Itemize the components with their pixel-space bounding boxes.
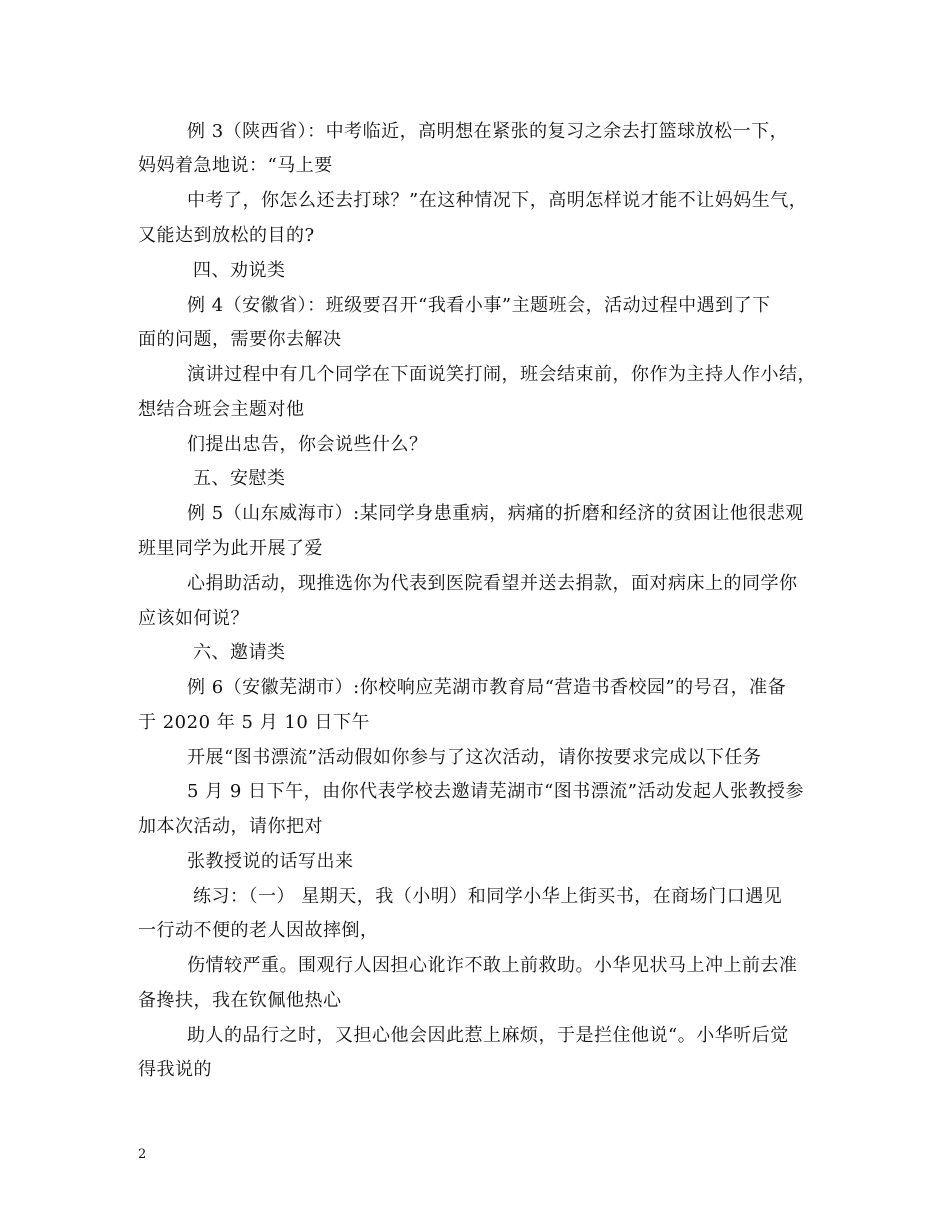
text-line: 班里同学为此开展了爱 [138,538,323,559]
text-line: 演讲过程中有几个同学在下面说笑打闹，班会结束前，你作为主持人作小结， [187,364,816,385]
text-line: 又能达到放松的目的? [138,225,315,246]
text-line: 心捐助活动，现推选你为代表到医院看望并送去捐款，面对病床上的同学你 [187,573,798,594]
text-line: 例 6（安徽芜湖市）:你校响应芜湖市教育局“营造书香校园”的号召，准备 [187,677,787,698]
text-line: 助人的品行之时，又担心他会因此惹上麻烦，于是拦住他说“。小华听后觉 [187,1025,789,1046]
text-line: 于 2020 年 5 月 10 日下午 [138,712,370,733]
text-line: 一行动不便的老人因故摔倒， [138,920,379,941]
text-line: 中考了，你怎么还去打球？”在这种情况下，高明怎样说才能不让妈妈生气， [187,190,808,211]
text-line: 得我说的 [138,1059,212,1080]
text-line: 5 月 9 日下午，由你代表学校去邀请芜湖市“图书漂流”活动发起人张教授参 [187,781,804,802]
text-line: 们提出忠告，你会说些什么？ [187,434,428,455]
page-number: 2 [138,1147,147,1162]
text-line: 伤情较严重。围观行人因担心讹诈不敢上前救助。小华见状马上冲上前去准 [187,955,798,976]
section-heading: 五、安慰类 [193,468,286,489]
text-line: 例 4（安徽省）：班级要召开“我看小事”主题班会，活动过程中遇到了下 [187,295,771,316]
section-heading: 六、邀请类 [193,642,286,663]
text-line: 妈妈着急地说：“马上要 [138,155,333,176]
text-line: 面的问题，需要你去解决 [138,329,342,350]
section-heading: 四、劝说类 [193,260,286,281]
text-line: 例 3（陕西省）：中考临近，高明想在紧张的复习之余去打篮球放松一下， [187,121,789,142]
text-line: 张教授说的话写出来 [187,851,354,872]
text-line: 练习：（一） 星期天，我（小明）和同学小华上街买书，在商场门口遇见 [193,886,783,907]
text-line: 开展“图书漂流”活动假如你参与了这次活动，请你按要求完成以下任务 [187,747,762,768]
text-line: 备搀扶，我在钦佩他热心 [138,990,342,1011]
text-line: 加本次活动，请你把对 [138,816,323,837]
text-line: 想结合班会主题对他 [138,399,305,420]
text-line: 应该如何说？ [138,608,249,629]
text-line: 例 5（山东威海市）:某同学身患重病，病痛的折磨和经济的贫困让他很悲观 [187,503,804,524]
